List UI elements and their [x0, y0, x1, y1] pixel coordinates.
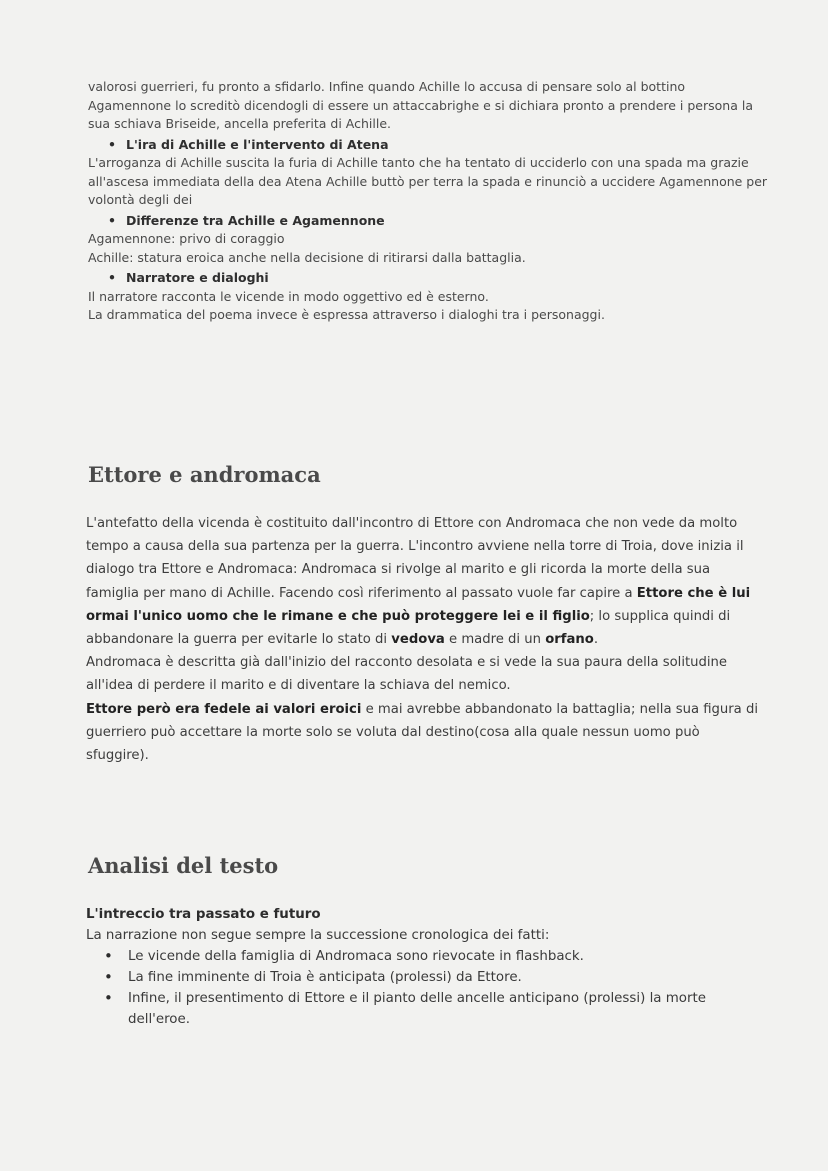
text-ettore-destino: e mai avrebbe abbandonato la battaglia; nella sua figura di guerriero può accettare la morte solo se voluta dal destino(cosa alla quale nessun uomo può sfuggire). [86, 701, 758, 764]
section-title-analisi: Analisi del testo [88, 853, 279, 878]
section-iliade-notes [88, 78, 768, 325]
subheading-intreccio: L'intreccio tra passato e futuro [86, 907, 321, 922]
bullet-heading-narratore: • Narratore e dialoghi [108, 269, 768, 288]
section-analisi-testo [86, 904, 766, 1030]
paragraph-agamennone-sfida: valorosi guerrieri, fu pronto a sfidarlo. Infine quando Achille lo accusa di pensare solo al bottino Agamennone lo screditò dicendogli di essere un attaccabrighe e si dichiara pronto a prendere i persona la sua schiava Briseide, ancella preferita di Achille. [88, 79, 753, 131]
text-antefatto-b: ; lo supplica quindi di abbandonare la guerra per evitarle lo stato di [86, 608, 731, 648]
text-antefatto-a: L'antefatto della vicenda è costituito dall'incontro di Ettore con Andromaca che non vede da molto tempo a causa della sua partenza per la guerra. L'incontro avviene nella torre di Troia, dove inizia il dialogo tra Ettore e Andromaca: Andromaca si rivolge al marito e gli ricorda la morte della sua famiglia per mano di Achille. Facendo così riferimento al passato vuole far capire a [86, 516, 744, 601]
paragraph-narrazione: La narrazione non segue sempre la successione cronologica dei fatti: [86, 928, 550, 943]
line-drammatica: La drammatica del poema invece è espressa attraverso i dialoghi tra i personaggi. [88, 307, 605, 322]
list-item: • La fine imminente di Troia è anticipata (prolessi) da Ettore. [86, 967, 766, 988]
text-bold-orfano: orfano [545, 632, 594, 648]
section-title-ettore: Ettore e andromaca [88, 462, 321, 487]
text-antefatto-d: . [593, 632, 599, 648]
bullet-heading-differenze: • Differenze tra Achille e Agamennone [108, 212, 768, 231]
section-ettore-andromaca [86, 512, 766, 767]
text-bold-ettore-fedele: Ettore però era fedele ai valori eroici [86, 701, 362, 717]
text-bold-vedova: vedova [391, 632, 445, 648]
paragraph-antefatto [86, 512, 766, 651]
paragraph-ettore-fedele [86, 698, 766, 768]
paragraph-ira-achille: L'arroganza di Achille suscita la furia di Achille tanto che ha tentato di ucciderlo con una spada ma grazie all'ascesa immediata della dea Atena Achille buttò per terra la spada e rinunciò a uccidere Agamennone per volontà degli dei [88, 155, 768, 207]
line-narratore: Il narratore racconta le vicende in modo oggettivo ed è esterno. [88, 288, 489, 304]
text-antefatto-c: e madre di un [444, 632, 546, 648]
bullet-list-prolessi [86, 946, 766, 1030]
list-item: • Infine, il presentimento di Ettore e il pianto delle ancelle anticipano (prolessi) la morte dell'eroe. [86, 988, 766, 1030]
line-agamennone: Agamennone: privo di coraggio [88, 231, 285, 246]
bullet-heading-ira-achille: • L'ira di Achille e l'intervento di Atena [108, 136, 768, 155]
list-item: • Le vicende della famiglia di Andromaca sono rievocate in flashback. [86, 946, 766, 967]
line-achille: Achille: statura eroica anche nella decisione di ritirarsi dalla battaglia. [88, 249, 526, 265]
paragraph-andromaca-desolata: Andromaca è descritta già dall'inizio del racconto desolata e si vede la sua paura della solitudine all'idea di perdere il marito e di diventare la schiava del nemico. [86, 655, 728, 694]
text-bold-ettore-unico: Ettore che è lui ormai l'unico uomo che le rimane e che può proteggere lei e il figlio [86, 585, 751, 624]
